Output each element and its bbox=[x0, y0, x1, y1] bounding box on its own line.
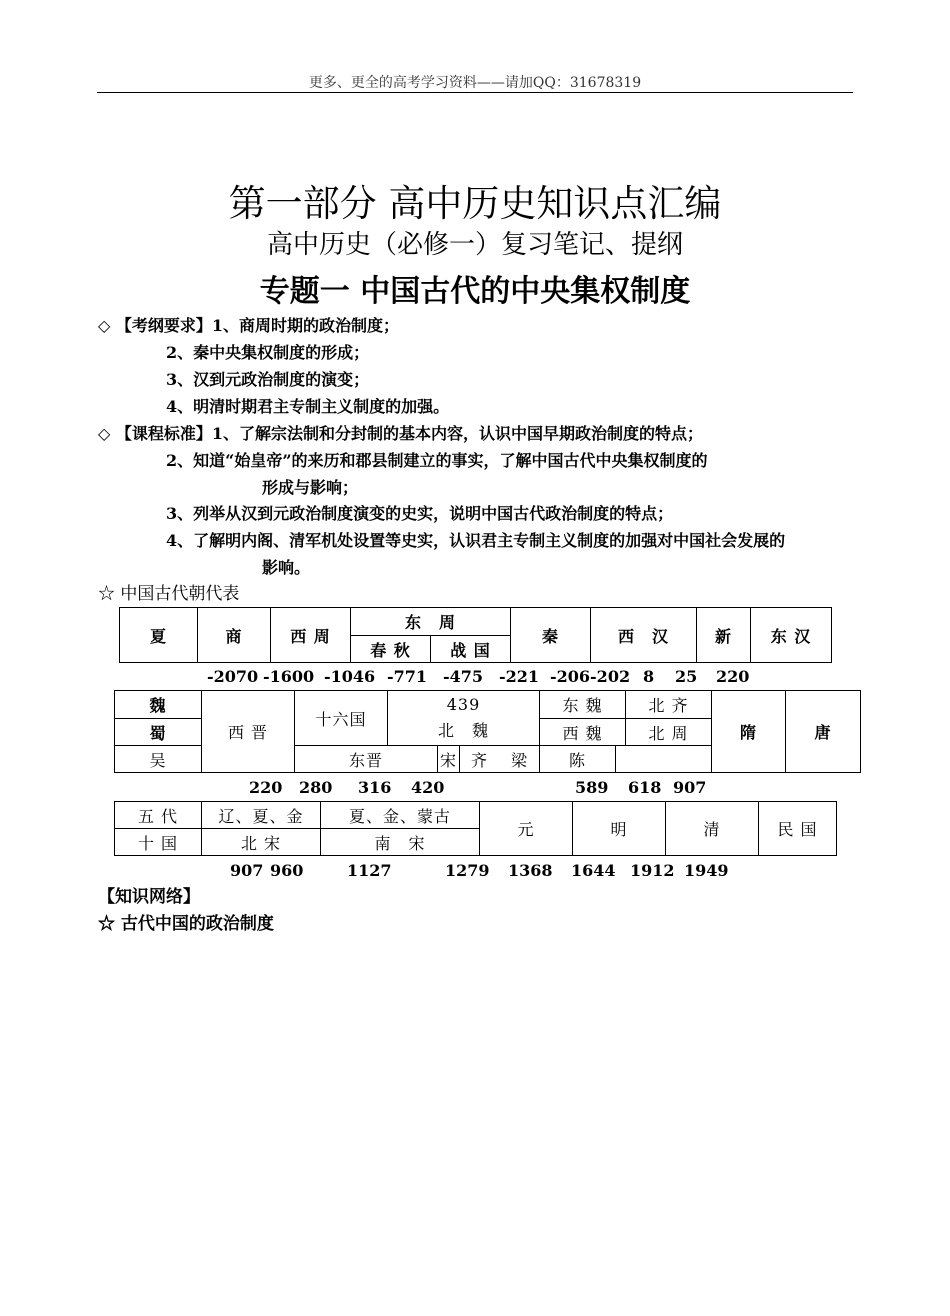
dynasty-table-1 bbox=[119, 607, 832, 663]
biaozhun-line-3: 3、列举从汉到元政治制度演变的史实，说明中国古代政治制度的特点； bbox=[166, 504, 674, 523]
dynasty-table-2 bbox=[114, 690, 861, 773]
page-title: 第一部分 高中历史知识点汇编 bbox=[228, 182, 722, 225]
cell-shang: 商 bbox=[198, 608, 271, 663]
biaozhun-line-2b: 形成与影响； bbox=[262, 478, 359, 497]
year-label: -475 bbox=[443, 667, 484, 686]
year-label: 1279 bbox=[445, 861, 490, 880]
kaogang-line-3: 3、汉到元政治制度的演变； bbox=[166, 370, 370, 389]
cell-beizhou: 北 周 bbox=[626, 719, 712, 746]
cell-shu: 蜀 bbox=[115, 719, 202, 746]
cell-xizhou: 西 周 bbox=[271, 608, 351, 663]
year-label: -221 bbox=[499, 667, 540, 686]
cell-beisong: 北 宋 bbox=[202, 829, 321, 856]
cell-nansong: 南 宋 bbox=[321, 829, 480, 856]
cell-xiwei: 西 魏 bbox=[540, 719, 626, 746]
year-label: 907 bbox=[673, 778, 707, 797]
year-label: -2070 bbox=[207, 667, 259, 686]
cell-ming: 明 bbox=[573, 802, 666, 856]
cell-tang: 唐 bbox=[786, 691, 861, 773]
cell-song: 宋 bbox=[438, 746, 460, 773]
cell-zhanguo: 战 国 bbox=[431, 636, 511, 663]
year-label: 1127 bbox=[347, 861, 392, 880]
cell-chunqiu: 春 秋 bbox=[351, 636, 431, 663]
cell-qing: 清 bbox=[666, 802, 759, 856]
cell-qin: 秦 bbox=[511, 608, 591, 663]
biaozhun-line-1: ◇ 【课程标准】1、了解宗法制和分封制的基本内容，认识中国早期政治制度的特点； bbox=[98, 424, 704, 443]
year-label: 316 bbox=[358, 778, 392, 797]
year-label: 618 bbox=[628, 778, 662, 797]
biaozhun-line-4a: 4、了解明内阁、清军机处设置等史实，认识君主专制主义制度的加强对中国社会发展的 bbox=[166, 531, 786, 550]
kaogang-line-1: ◇ 【考纲要求】1、商周时期的政治制度； bbox=[98, 316, 400, 335]
years-row-3 bbox=[0, 861, 950, 881]
header-rule bbox=[97, 92, 853, 93]
biaozhun-line-4b: 影响。 bbox=[262, 558, 311, 577]
dynasty-heading: ☆ 中国古代朝代表 bbox=[98, 584, 240, 604]
year-label: 1912 bbox=[630, 861, 675, 880]
cell-sui: 隋 bbox=[712, 691, 786, 773]
cell-donghan: 东 汉 bbox=[751, 608, 832, 663]
cell-dongwei: 东 魏 bbox=[540, 691, 626, 719]
year-label: 220 bbox=[249, 778, 283, 797]
cell-dongzhou: 东 周 bbox=[351, 608, 511, 636]
year-label: -206-202 bbox=[550, 667, 631, 686]
page-subtitle: 高中历史（必修一）复习笔记、提纲 bbox=[266, 230, 683, 260]
cell-shiliuguo: 十六国 bbox=[295, 691, 388, 746]
dynasty-table-3 bbox=[114, 801, 837, 856]
cell-qi-liang bbox=[460, 746, 540, 773]
year-label: 25 bbox=[675, 667, 698, 686]
cell-beiqi: 北 齐 bbox=[626, 691, 712, 719]
header-note: 更多、更全的高考学习资料——请加QQ：31678319 bbox=[308, 75, 642, 91]
liang-label: 梁 bbox=[511, 750, 529, 770]
cell-wudai: 五 代 bbox=[115, 802, 202, 829]
kaogang-line-4: 4、明清时期君主专制主义制度的加强。 bbox=[166, 397, 450, 416]
years-row-2 bbox=[0, 778, 950, 798]
cell-xin: 新 bbox=[697, 608, 751, 663]
year-label: -1046 bbox=[324, 667, 376, 686]
cell-empty bbox=[616, 746, 712, 773]
year-label: 1368 bbox=[508, 861, 553, 880]
cell-xiajinmenggu: 夏、金、蒙古 bbox=[321, 802, 480, 829]
year-label: 907 bbox=[230, 861, 264, 880]
year-label: 1949 bbox=[684, 861, 729, 880]
knowledge-network-heading: 【知识网络】 bbox=[98, 887, 200, 907]
year-label: 220 bbox=[716, 667, 750, 686]
cell-liaoxiajin: 辽、夏、金 bbox=[202, 802, 321, 829]
cell-wu: 吴 bbox=[115, 746, 202, 773]
biaozhun-line-2a: 2、知道“始皇帝”的来历和郡县制建立的事实，了解中国古代中央集权制度的 bbox=[166, 451, 708, 470]
year-label: -1600 bbox=[263, 667, 315, 686]
cell-xihan: 西 汉 bbox=[591, 608, 697, 663]
year-label: 8 bbox=[643, 667, 655, 686]
years-row-1 bbox=[0, 667, 950, 687]
year-439: 439 bbox=[446, 695, 481, 714]
cell-shiguo: 十 国 bbox=[115, 829, 202, 856]
year-label: 589 bbox=[575, 778, 609, 797]
topic-title: 专题一 中国古代的中央集权制度 bbox=[259, 274, 691, 309]
beiwei-label: 北 魏 bbox=[438, 721, 490, 740]
year-label: 280 bbox=[299, 778, 333, 797]
cell-beiwei bbox=[388, 691, 540, 746]
year-label: 1644 bbox=[571, 861, 616, 880]
cell-xia: 夏 bbox=[120, 608, 198, 663]
cell-yuan: 元 bbox=[480, 802, 573, 856]
politics-heading: ☆ 古代中国的政治制度 bbox=[98, 914, 274, 934]
year-label: 960 bbox=[270, 861, 304, 880]
cell-minguo: 民 国 bbox=[759, 802, 837, 856]
cell-xijin: 西 晋 bbox=[202, 691, 295, 773]
cell-dongjin: 东晋 bbox=[295, 746, 438, 773]
cell-wei: 魏 bbox=[115, 691, 202, 719]
year-label: 420 bbox=[411, 778, 445, 797]
cell-chen: 陈 bbox=[540, 746, 616, 773]
qi-label: 齐 bbox=[470, 750, 488, 770]
year-label: -771 bbox=[387, 667, 428, 686]
kaogang-line-2: 2、秦中央集权制度的形成； bbox=[166, 343, 370, 362]
